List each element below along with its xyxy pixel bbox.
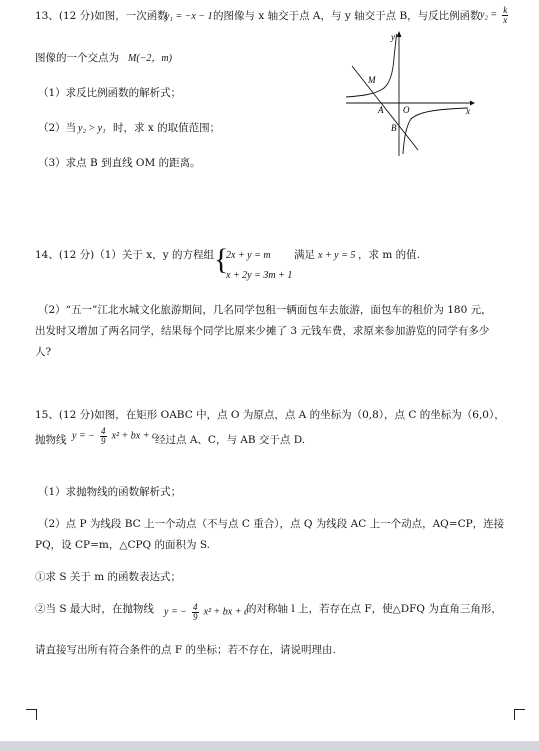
q15-sub2-parabola [164, 603, 248, 622]
q15-parabola-frac [100, 427, 107, 446]
page-corner-mark-left [26, 709, 37, 720]
q14-part2-line2: 出发时又增加了两名同学，结果每个同学比原来少摊了 3 元钱车费，求原来参加游览的同学有多少 [35, 325, 490, 337]
q13-eq2-den: x [503, 15, 508, 25]
q13-line2-prefix: 图像的一个交点为 [35, 52, 119, 64]
q13-point-M: M(−2，m) [128, 53, 172, 64]
q15-sub2-line2: 请直接写出所有符合条件的点 F 的坐标；若不存在，请说明理由. [35, 644, 336, 656]
q14-eq2: x + 2y = 3m + 1 [226, 270, 293, 281]
q13-eq2-num: k [503, 5, 508, 15]
q13-part2-prefix: （2）当 [38, 122, 77, 134]
q13-line1-mid: 的图像与 x 轴交于点 A，与 y 轴交于点 B，与反比例函数 [213, 10, 481, 22]
q15-sub2-parabola-num: 4 [193, 602, 198, 612]
q13-eq2-frac [502, 6, 508, 25]
q13-eq2 [480, 6, 508, 25]
q13-eq2-lhs: y₂ = [480, 9, 498, 21]
hyperbola-branch-upper-left [346, 34, 397, 97]
q15-part2-line1: （2）点 P 为线段 BC 上一个动点（不与点 C 重合），点 Q 为线段 AC 上一个动点，AQ=CP，连接 [38, 518, 505, 530]
q15-sub2-parabola-den: 9 [193, 612, 198, 622]
graph-label-y: y [391, 32, 395, 42]
q15-sub2-prefix: ②当 S 最大时，在抛物线 [35, 603, 154, 615]
q15-parabola-num: 4 [101, 426, 106, 436]
y-axis-arrow [397, 31, 402, 37]
q13-part3: （3）求点 B 到直线 OM 的距离。 [38, 157, 201, 169]
q14-cond: x + y = 5 [318, 250, 356, 261]
q15-parabola-lhs: y = − [72, 430, 95, 442]
q13-part2-suffix: 时，求 x 的取值范围； [113, 122, 221, 134]
q15-sub2-parabola-lhs: y = − [164, 606, 187, 618]
q14-line1-mid: 满足 [294, 249, 315, 261]
graph-label-x: x [466, 106, 470, 116]
graph-label-B: B [391, 123, 397, 133]
q14-part2-line3: 人? [35, 346, 52, 358]
q15-parabola-rhs: x² + bx + c [111, 430, 157, 442]
x-axis-arrow [470, 101, 475, 106]
q15-sub2-suffix: 的对称轴 l 上，若存在点 F，使△DFQ 为直角三角形， [246, 603, 502, 615]
q14-line1-prefix: 14、(12 分)（1）关于 x，y 的方程组 [35, 249, 214, 261]
q15-line1: 15、(12 分)如图，在矩形 OABC 中，点 O 为原点，点 A 的坐标为（0,8），点 C 的坐标为（6,0）， [35, 409, 505, 421]
graph-label-O: O [403, 105, 410, 115]
q14-system-brace: { [214, 243, 229, 276]
q13-part2-cond: y₂ > y₁ [78, 123, 106, 134]
q13-graph [340, 28, 490, 160]
q13-part1: （1）求反比例函数的解析式； [38, 87, 182, 99]
q15-line2-prefix: 抛物线 [35, 434, 67, 446]
page-corner-mark-right [514, 709, 525, 720]
q15-parabola-den: 9 [101, 436, 106, 446]
q13-line1-prefix: 13、(12 分)如图，一次函数 [35, 10, 168, 22]
q15-line2-suffix: 经过点 A、C，与 AB 交于点 D. [155, 434, 306, 446]
q15-sub2-parabola-rhs: x² + bx + c [203, 606, 249, 618]
q14-part2-line1: （2）“五一”江北水城文化旅游期间，几名同学包租一辆面包车去旅游，面包车的租价为 180 元， [38, 304, 492, 316]
hyperbola-branch-lower-right [403, 108, 468, 154]
q15-part2-line2: PQ，设 CP=m，△CPQ 的面积为 S. [35, 539, 210, 551]
q15-sub2-parabola-frac [192, 603, 199, 622]
q13-eq1: y₁ = −x − 1 [165, 11, 213, 22]
graph-label-M: M [368, 75, 376, 85]
q15-parabola [72, 427, 156, 446]
q14-line1-suffix: ，求 m 的值. [358, 249, 420, 261]
q15-sub1: ①求 S 关于 m 的函数表达式； [35, 571, 181, 583]
window-bottom-bar [0, 741, 539, 751]
q15-part1: （1）求抛物线的函数解析式； [38, 486, 182, 498]
graph-label-A: A [378, 105, 384, 115]
q14-eq1: 2x + y = m [226, 250, 271, 261]
